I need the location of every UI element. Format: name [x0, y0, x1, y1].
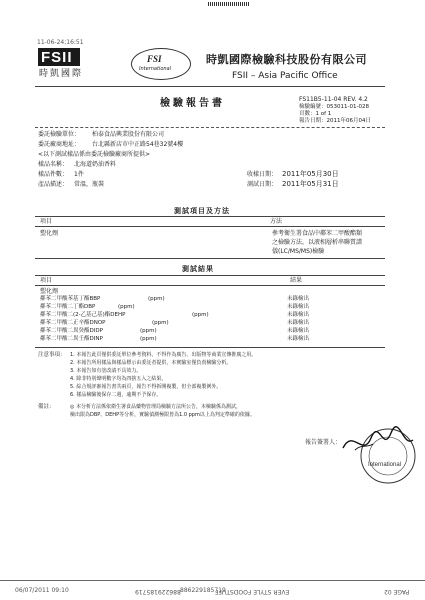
result-row-unit: (ppm)	[152, 320, 169, 326]
address-label: 委託廠商地址：	[38, 141, 81, 148]
sample-count-value: 1件	[74, 171, 84, 178]
result-bottom-line	[35, 347, 385, 348]
result-top-line	[35, 275, 385, 276]
fax-bottom-rule	[0, 580, 425, 581]
stamp-text: International	[368, 462, 402, 468]
fsi-international-logo	[131, 48, 191, 80]
fax-barcode	[208, 2, 250, 6]
method-top-line	[35, 216, 385, 217]
remark-label: 備註：	[38, 404, 55, 410]
ref-number: 檢驗編號：053011-01-028	[299, 104, 369, 110]
method-col-item: 項目	[40, 218, 53, 225]
result-row-value: 未錄檢出	[287, 312, 310, 318]
result-row-unit: (ppm)	[140, 328, 157, 334]
method-header-line	[35, 226, 385, 227]
client-label: 委託檢驗單位：	[38, 131, 81, 138]
result-header-line	[35, 285, 385, 286]
result-col-item: 項目	[40, 277, 53, 284]
report-number: FS11B5-11-04 REV. 4.2	[299, 96, 368, 103]
result-row-name: 鄰苯二甲酸二異壬酯DINP	[40, 336, 103, 342]
test-date-label: 測試日期：	[247, 181, 278, 188]
signature-stamp	[333, 418, 418, 493]
result-row-name: 鄰苯二甲酸苯基丁酯BBP	[40, 296, 101, 302]
result-row-name: 鄰苯二甲酸二異癸酯DIDP	[40, 328, 103, 334]
result-row-name: 鄰苯二甲酸二(2-乙基己基)酯DEHP	[40, 312, 126, 318]
signature-label: 報告簽署人：	[305, 439, 342, 446]
fsii-logo-box	[38, 48, 80, 66]
report-title: 檢驗報告書	[160, 98, 225, 109]
result-row-name: 鄰苯二甲酸二丁酯DBP	[40, 304, 96, 310]
method-line-2: 之檢驗方法，以液相層析串聯質譜	[272, 239, 363, 246]
logo-subtitle: 時凱國際	[39, 69, 84, 79]
result-group: 塑化劑	[40, 288, 59, 295]
method-line-1: 參考衛生署食品中鄰苯二甲酸酯類	[272, 230, 363, 237]
note-line: 1. 本報告此頁僅供委託單位參考資料，不得作為廣告、出版物等商業宣傳推廣之用。	[70, 352, 257, 358]
company-name-en: FSII – Asia Pacific Office	[232, 71, 338, 81]
result-row-value: 未錄檢出	[287, 336, 310, 342]
result-row-value: 未錄檢出	[287, 296, 310, 302]
result-row-unit: (ppm)	[148, 296, 165, 302]
fax-datetime: 06/07/2011 09:10	[15, 587, 69, 594]
method-section-heading: 測試項目及方法	[174, 207, 230, 215]
note-line: 2. 本報告所用樣品與樣品標示由委託者提供，本實驗室僅負責檢驗分析。	[70, 360, 232, 366]
method-line-3: 儀(LC/MS/MS)檢驗	[272, 248, 325, 255]
meta-divider	[35, 127, 385, 128]
company-name-cn: 時凱國際檢驗科技股份有限公司	[206, 53, 367, 66]
method-item: 塑化劑	[40, 230, 59, 237]
note-line: 3. 本報告如有塗改請不具效力。	[70, 368, 142, 374]
page-count: 頁數：1 of 1	[299, 111, 332, 117]
remark-line: ◎ 本分析方法係依衛生署食品藥物管理局檢驗方法所公告，本檢驗係為測試，	[70, 404, 241, 410]
note-line: 5. 綜合規評審報告書共兩頁，報告不得拆開複製，但全部複製例外。	[70, 384, 222, 390]
fax-timestamp: 11-06-24;16:51	[37, 39, 84, 46]
sample-name-label: 樣品名稱：	[38, 161, 69, 168]
report-date: 報告日期：2011年06月04日	[299, 118, 371, 124]
fsii-logo-text: FSII	[41, 49, 73, 66]
method-col-method: 方法	[270, 218, 283, 225]
result-section-heading: 測試結果	[182, 265, 214, 273]
result-row-value: 未錄檢出	[287, 304, 310, 310]
result-col-result: 結果	[290, 277, 303, 284]
fax-company-label: EVER STYLE FOODSTUFF	[215, 588, 290, 595]
client-value: 柏泰食品興業股份有限公司	[92, 131, 165, 138]
fax-phone-label: 886229185719	[135, 588, 181, 595]
storage-value: 常溫，瓶裝	[74, 181, 105, 188]
test-date-value: 2011年05月31日	[282, 180, 339, 188]
remark-line: 檢出限為DBP、DEHP等分析，實驗偵測極限皆為1.0 ppm以上為判定準確的依據。	[70, 412, 255, 418]
sample-source-note: <以下測試樣品係由委託檢驗廠商所提供>	[38, 151, 151, 158]
header-divider	[35, 86, 385, 87]
storage-label: 產品描述：	[38, 181, 69, 188]
result-row-unit: (ppm)	[192, 312, 209, 318]
received-date-label: 收樣日期：	[247, 171, 278, 178]
result-row-unit: (ppm)	[118, 304, 135, 310]
method-bottom-line	[35, 258, 385, 259]
fsi-logo-text: FSI	[147, 54, 162, 64]
result-row-value: 未錄檢出	[287, 328, 310, 334]
fax-phone-right: 886229185719	[180, 587, 226, 594]
result-row-value: 未錄檢出	[287, 320, 310, 326]
result-row-name: 鄰苯二甲酸二正辛酯DNOP	[40, 320, 106, 326]
address-value: 台北縣新店市中正路54巷32號4樓	[92, 141, 184, 148]
note-line: 4. 除非特別聲明數字均為四捨五入之結果。	[70, 376, 167, 382]
received-date-value: 2011年05月30日	[282, 170, 339, 178]
international-logo-text: International	[139, 66, 171, 72]
fax-page-label: PAGE 02	[384, 588, 410, 595]
notes-label: 注意事項：	[38, 352, 66, 358]
sample-count-label: 樣品件數：	[38, 171, 69, 178]
sample-name-value: 北海道奶油香料	[74, 161, 117, 168]
note-line: 6. 樣品檢驗後保存二週，逾期不予保存。	[70, 392, 162, 398]
result-row-unit: (ppm)	[140, 336, 157, 342]
